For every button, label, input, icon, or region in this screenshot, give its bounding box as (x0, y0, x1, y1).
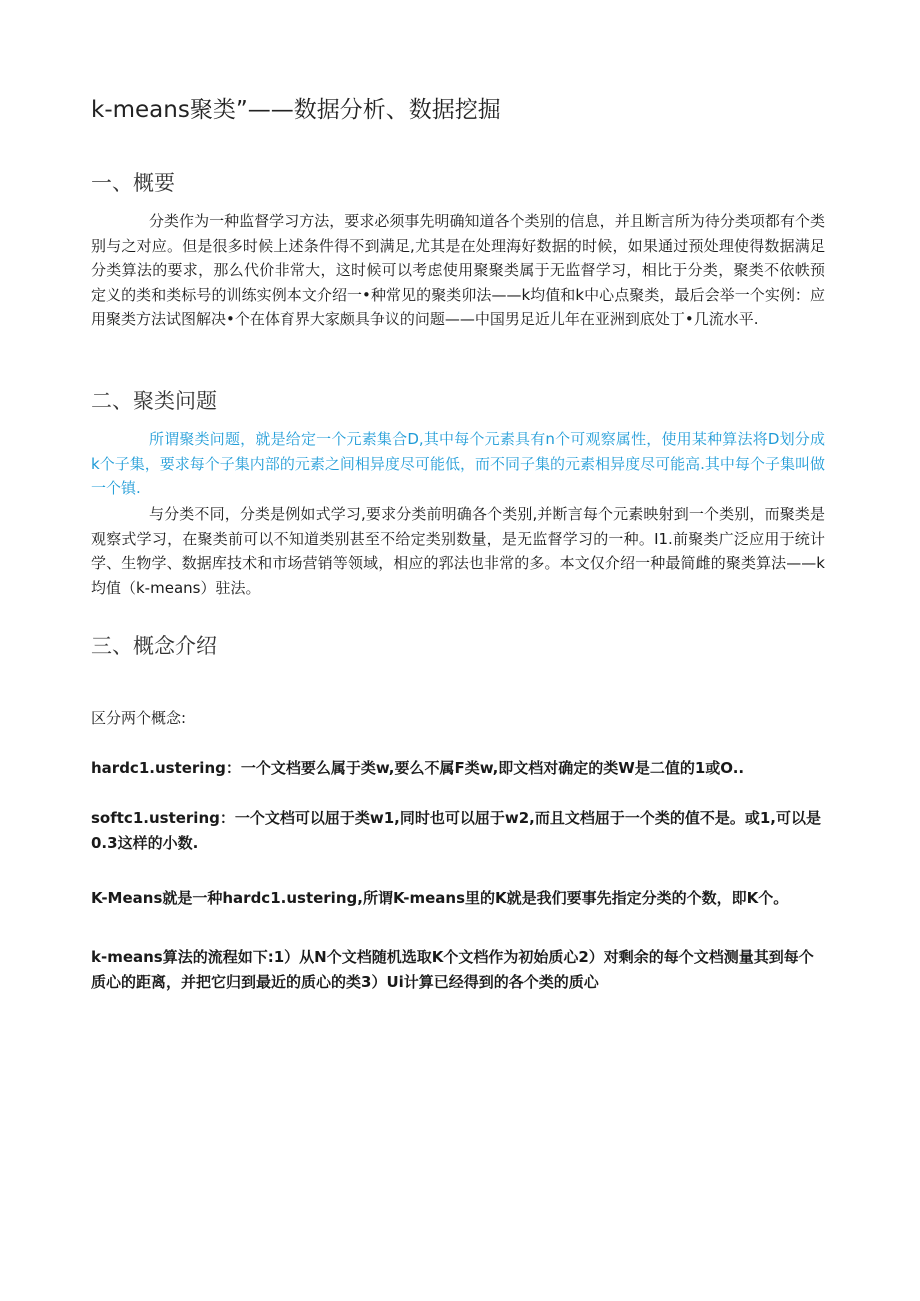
section-heading-overview: 一、概要 (91, 171, 175, 195)
clustering-definition-paragraph: 所谓聚类问题，就是给定一个元素集合D,其中每个元素具有n个可观察属性，使用某种算法将D划分成k个子集，要求每个子集内部的元素之间相异度尽可能低，而不同子集的元素相异度尽可能高.其中每个子集叫做一个镇. (91, 430, 825, 497)
kmeans-definition: K-Means就是一种hardc1.ustering,所谓K-means里的K就是我们要事先指定分类的个数，即K个。 (91, 889, 789, 907)
kmeans-flow: k-means算法的流程如下:1）从N个文档随机选取K个文档作为初始质心2）对剩余的每个文档测量其到每个质心的距离，并把它归到最近的质心的类3）Ui计算已经得到的各个类的质心 (91, 948, 814, 991)
clustering-vs-classification-paragraph: 与分类不同，分类是例如式学习,要求分类前明确各个类别,并断言每个元素映射到一个类别，而聚类是观察式学习，在聚类前可以不知道类别甚至不给定类别数量，是无监督学习的一种。I1.前聚类广泛应用于统计学、生物学、数据库技术和市场营销等领域，相应的郛法也非常的多。本文仅介绍一种最简雌的聚类算法——k均值（k-means）驻法。 (91, 505, 825, 597)
section-heading-clustering-problem: 二、聚类问题 (91, 389, 217, 413)
concepts-intro: 区分两个概念: (91, 709, 187, 727)
overview-paragraph: 分类作为一种监督学习方法，要求必须事先明确知道各个类别的信息，并且断言所为待分类项都有个类别与之对应。但是很多时候上述条件得不到满足,尤其是在处理海好数据的时候，如果通过预处理使得数据满足分类算法的要求，那么代价非常大，这时候可以考虑使用聚聚类属于无监督学习，相比于分类，聚类不依帙预定义的类和类标号的训练实例本文介绍一•种常见的聚类卯法——k均值和k中心点聚类，最后会举一个实例：应用聚类方法试图解决•个在体育界大家颇具争议的问题——中国男足近儿年在亚洲到底处丁•几流水平. (91, 212, 825, 328)
document-title: k-means聚类”——数据分析、数据挖掘 (91, 97, 501, 123)
soft-clustering-definition: softc1.ustering：一个文档可以屈于类w1,同时也可以屈于w2,而且文档屈于一个类的值不是。或1,可以是0.3这样的小数. (91, 809, 821, 852)
hard-clustering-definition: hardc1.ustering：一个文档要么属于类w,要么不属F类w,即文档对确定的类W是二值的1或O.. (91, 759, 745, 777)
section-heading-concepts: 三、概念介绍 (91, 634, 217, 658)
